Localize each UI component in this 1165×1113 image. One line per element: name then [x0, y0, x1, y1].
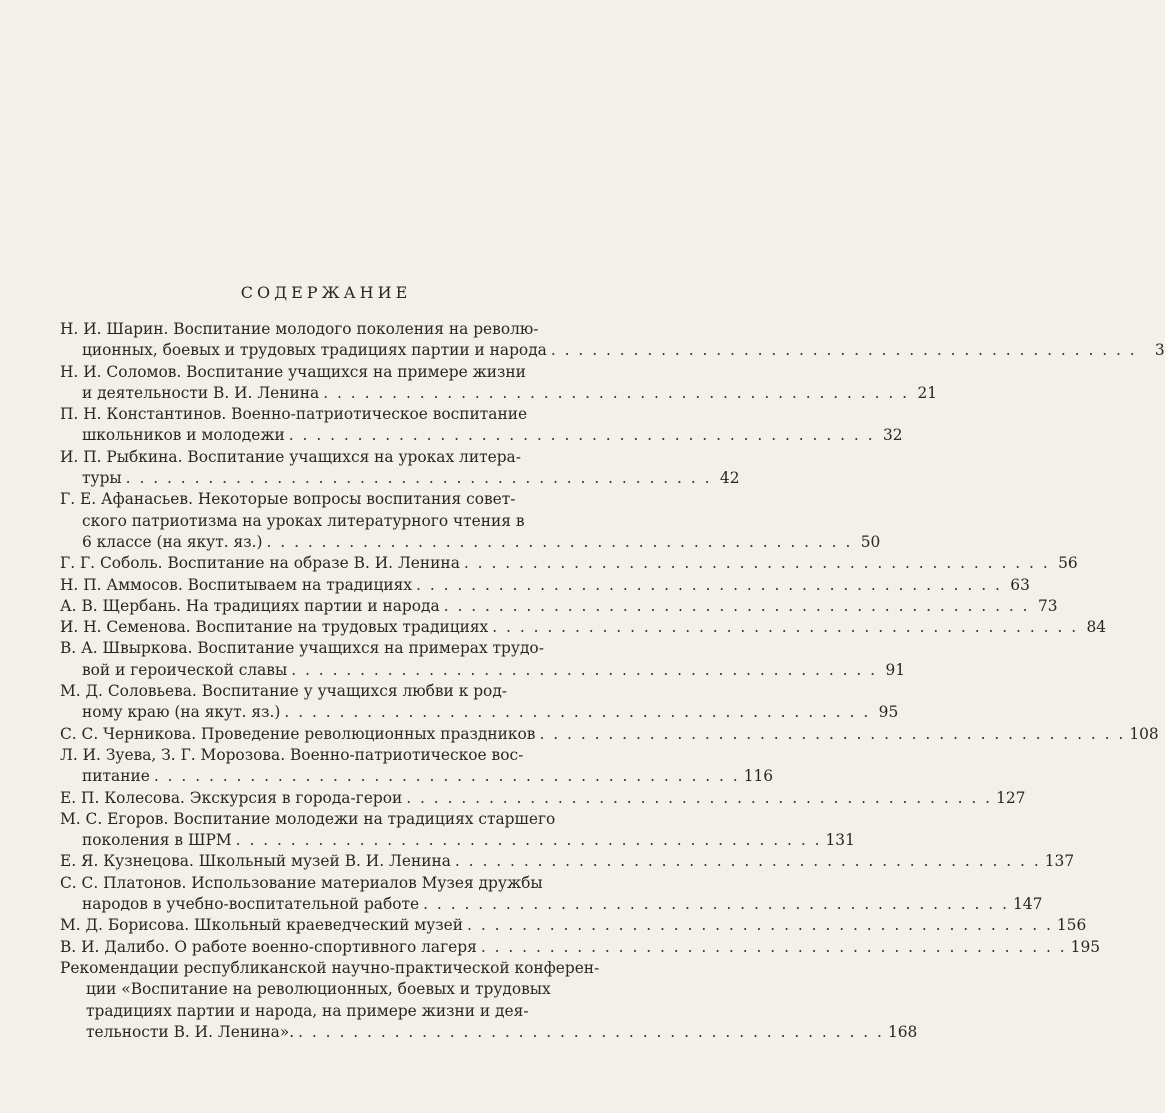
toc-entry-text: И. П. Рыбкина. Воспитание учащихся на уроках литера-	[60, 447, 521, 466]
toc-entry-text: Н. П. Аммосов. Воспитываем на традициях	[60, 575, 413, 594]
toc-entry-line	[60, 319, 628, 340]
toc-entry	[60, 553, 1078, 574]
toc-entry-text: В. И. Далибо. О работе военно-спортивного лагеря	[60, 937, 477, 956]
toc-entry	[60, 851, 1075, 872]
dot-leader	[551, 340, 1137, 361]
toc-entry-text: тельности В. И. Ленина».	[86, 1022, 295, 1041]
toc-entry	[60, 915, 1087, 936]
toc-entry-line	[60, 851, 1075, 872]
page-number: 63	[1010, 575, 1030, 594]
toc-entry	[60, 575, 1030, 596]
toc-entry-text: П. Н. Константинов. Военно-патриотическое воспитание	[60, 405, 528, 424]
page-number: 156	[1056, 916, 1087, 935]
toc-entry-text: традициях партии и народа, на примере жизни и дея-	[86, 1001, 529, 1020]
toc-entry-line	[60, 830, 855, 851]
toc-entry	[60, 489, 881, 553]
page-number: 168	[887, 1022, 918, 1041]
dot-leader	[539, 724, 1125, 745]
toc-entry-text: школьников и молодежи	[82, 426, 285, 445]
toc-entry-text: С. С. Черникова. Проведение революционных праздников	[60, 724, 536, 743]
page-number: 56	[1058, 554, 1078, 573]
toc-entry-text: поколения в ШРМ	[82, 831, 232, 850]
toc-entry-line	[60, 894, 1043, 915]
dot-leader	[289, 425, 875, 446]
page-number: 95	[878, 703, 899, 722]
toc-entry	[60, 873, 1043, 916]
toc-entry-text: питание	[82, 767, 150, 786]
toc-entry-text: Л. И. Зуева, З. Г. Морозова. Военно-патриотическое вос-	[60, 745, 524, 764]
toc-entry-text: 6 классе (на якут. яз.)	[82, 532, 263, 551]
toc-entry-text: Е. Я. Кузнецова. Школьный музей В. И. Ленина	[60, 852, 451, 871]
toc-entry-text: ному краю (на якут. яз.)	[82, 703, 281, 722]
toc-entry	[60, 958, 918, 1043]
toc-entry-line	[60, 596, 1058, 617]
toc-entry-line	[60, 383, 938, 404]
toc-entry-line	[60, 447, 628, 468]
toc-entry-line	[60, 468, 740, 489]
toc-entry-line	[60, 362, 628, 383]
dot-leader	[455, 851, 1041, 872]
page-number: 116	[743, 767, 774, 786]
toc-entry	[60, 681, 899, 724]
dot-leader	[126, 468, 712, 489]
page-number: 131	[825, 831, 855, 850]
toc-entry	[60, 788, 1026, 809]
toc-entry	[60, 724, 1159, 745]
toc-entry-line	[60, 617, 1107, 638]
dot-leader	[291, 660, 877, 681]
page-number: 32	[883, 426, 903, 445]
toc-entry	[60, 596, 1058, 617]
toc-entry-line	[60, 745, 628, 766]
page-number: 84	[1086, 618, 1107, 637]
dot-leader	[423, 894, 1009, 915]
toc-entry-line	[60, 937, 1101, 958]
toc-entry-text: Е. П. Колесова. Экскурсия в города-герои	[60, 788, 403, 807]
toc-entry-line	[60, 425, 903, 446]
page-number: 91	[885, 660, 906, 679]
dot-leader	[444, 596, 1030, 617]
dot-leader	[467, 915, 1053, 936]
page-number: 127	[996, 788, 1026, 807]
toc-entry	[60, 638, 906, 681]
page-number: 21	[917, 383, 938, 402]
toc-entry-line	[60, 553, 1078, 574]
dot-leader	[492, 617, 1078, 638]
toc-entry-text: ции «Воспитание на революционных, боевых и трудовых	[86, 980, 551, 999]
toc-entry	[60, 745, 774, 788]
toc-entry-line	[60, 979, 628, 1000]
toc-entry-text: А. В. Щербань. На традициях партии и народа	[60, 596, 440, 615]
toc-entry-line	[60, 958, 628, 979]
toc-entry-text: и деятельности В. И. Ленина	[82, 383, 320, 402]
toc-entry-text: Н. И. Соломов. Воспитание учащихся на примере жизни	[60, 362, 526, 381]
page-number: 3	[1154, 341, 1165, 360]
toc-entry-text: туры	[82, 469, 122, 488]
toc-entry-line	[60, 489, 628, 510]
toc-entry-text: вой и героической славы	[82, 660, 288, 679]
page-number: 108	[1129, 724, 1159, 743]
toc-entry-text: М. Д. Соловьева. Воспитание у учащихся любви к род-	[60, 682, 508, 701]
dot-leader	[481, 937, 1067, 958]
dot-leader	[284, 702, 870, 723]
page-number: 42	[719, 469, 740, 488]
page-number: 73	[1037, 596, 1058, 615]
dot-leader	[236, 830, 822, 851]
toc-entry	[60, 809, 855, 852]
toc-entry-line	[60, 404, 628, 425]
toc-entry-line	[60, 702, 899, 723]
dot-leader	[406, 788, 992, 809]
toc-entry-line	[60, 724, 1159, 745]
toc-entry-text: Н. И. Шарин. Воспитание молодого поколения на револю-	[60, 320, 539, 338]
toc-entry-line	[60, 340, 1165, 361]
dot-leader	[323, 383, 909, 404]
toc-entry	[60, 404, 903, 447]
toc-entry-line	[60, 915, 1087, 936]
toc-entry-line	[60, 788, 1026, 809]
toc-entry-line	[60, 1001, 628, 1022]
toc-entry	[60, 617, 1107, 638]
toc-entry	[60, 319, 1165, 362]
toc-entry-text: Г. Е. Афанасьев. Некоторые вопросы воспитания совет-	[60, 490, 516, 509]
toc-entry-line	[60, 1022, 918, 1043]
toc-entry	[60, 447, 740, 490]
page-number: 50	[860, 532, 881, 551]
toc-entry-line	[60, 660, 906, 681]
dot-leader	[154, 766, 740, 787]
page-title: СОДЕРЖАНИЕ	[240, 283, 412, 302]
toc-entry-text: М. Д. Борисова. Школьный краеведческий музей	[60, 916, 464, 935]
toc-entry-text: Рекомендации республиканской научно-практической конферен-	[60, 958, 600, 977]
toc-entry-text: С. С. Платонов. Использование материалов Музея дружбы	[60, 873, 543, 892]
toc-entry-text: народов в учебно-воспитательной работе	[82, 895, 420, 914]
dot-leader	[267, 532, 853, 553]
toc-entry	[60, 362, 938, 405]
toc-entry-line	[60, 511, 628, 532]
toc-entry-line	[60, 575, 1030, 596]
toc-entry-line	[60, 766, 774, 787]
toc-entry-line	[60, 532, 881, 553]
toc-entry-text: М. С. Егоров. Воспитание молодежи на традициях старшего	[60, 809, 556, 828]
page-number: 195	[1070, 937, 1101, 956]
toc-entry-line	[60, 809, 628, 830]
toc-entry-line	[60, 638, 628, 659]
toc-entry-line	[60, 681, 628, 702]
dot-leader	[464, 553, 1050, 574]
toc-entry-text: ского патриотизма на уроках литературного чтения в	[82, 511, 525, 530]
toc-entry-text: И. Н. Семенова. Воспитание на трудовых традициях	[60, 618, 489, 637]
toc-entry-text: Г. Г. Соболь. Воспитание на образе В. И. Ленина	[60, 554, 460, 573]
toc-entry-text: ционных, боевых и трудовых традициях партии и народа	[82, 341, 547, 360]
toc-entry-text: В. А. Швыркова. Воспитание учащихся на примерах трудо-	[60, 639, 544, 658]
table-of-contents	[60, 319, 1165, 1043]
toc-entry	[60, 937, 1101, 958]
page-number: 147	[1012, 895, 1043, 914]
page-number: 137	[1044, 852, 1075, 871]
toc-entry-line	[60, 873, 628, 894]
dot-leader	[298, 1022, 884, 1043]
dot-leader	[416, 575, 1002, 596]
